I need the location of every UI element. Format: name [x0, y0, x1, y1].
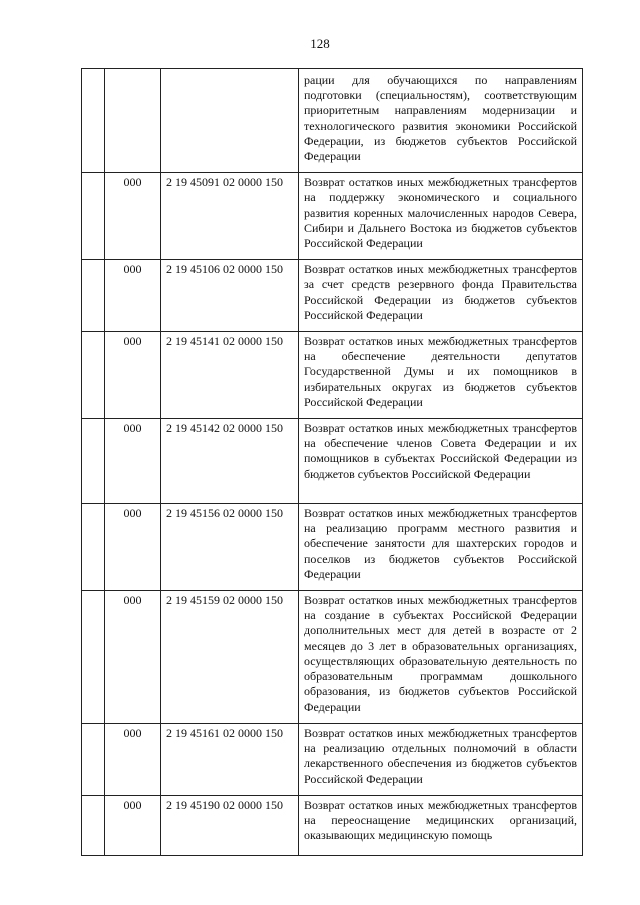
description-text: Возврат остатков иных межбюджетных трансфертов на поддержку экономического и социального развития коренных малочисленных народов Севера, Сибири и Дальнего Востока из бюджетов субъектов Российской Федерации	[304, 175, 577, 251]
empty-cell	[82, 260, 105, 332]
empty-cell	[82, 419, 105, 504]
description-cell	[299, 795, 583, 855]
table-row	[82, 591, 583, 724]
empty-cell	[82, 332, 105, 419]
table-row	[82, 504, 583, 591]
admin-code-cell: 000	[105, 724, 161, 796]
description-text: Возврат остатков иных межбюджетных трансфертов на обеспечение деятельности депутатов Государственной Думы и их помощников в избирательных округах из бюджетов субъектов Российской Федерации	[304, 334, 577, 409]
budget-code-cell: 2 19 45156 02 0000 150	[161, 504, 299, 591]
admin-code-cell: 000	[105, 260, 161, 332]
table-row	[82, 419, 583, 504]
description-cell	[299, 504, 583, 591]
admin-code-cell: 000	[105, 419, 161, 504]
budget-code-cell: 2 19 45142 02 0000 150	[161, 419, 299, 504]
budget-code-cell: 2 19 45161 02 0000 150	[161, 724, 299, 796]
table-row	[82, 69, 583, 173]
description-cell	[299, 724, 583, 796]
budget-code-cell: 2 19 45141 02 0000 150	[161, 332, 299, 419]
admin-code-cell: 000	[105, 173, 161, 260]
budget-code-cell: 2 19 45159 02 0000 150	[161, 591, 299, 724]
description-cell	[299, 332, 583, 419]
budget-code-cell: 2 19 45106 02 0000 150	[161, 260, 299, 332]
description-text: Возврат остатков иных межбюджетных трансфертов на обеспечение членов Совета Федерации и их помощников в субъектах Российской Федерации из бюджетов субъектов Российской Федерации	[304, 421, 577, 481]
budget-codes-table	[81, 68, 583, 856]
description-cell	[299, 419, 583, 504]
description-cell	[299, 260, 583, 332]
description-text: Возврат остатков иных межбюджетных трансфертов на реализацию программ местного развития и обеспечение занятости для шахтерских городов и поселков из бюджетов субъектов Российской Федерации	[304, 506, 577, 581]
page-number: 128	[310, 36, 330, 51]
table-row	[82, 724, 583, 796]
description-text: Возврат остатков иных межбюджетных трансфертов на реализацию отдельных полномочий в области лекарственного обеспечения из бюджетов субъектов Российской Федерации	[304, 726, 577, 786]
description-cell	[299, 173, 583, 260]
empty-cell	[82, 69, 105, 173]
description-cell	[299, 69, 583, 173]
description-text: Возврат остатков иных межбюджетных трансфертов на переоснащение медицинских организаций, оказывающих медицинскую помощь	[304, 797, 577, 843]
table-row	[82, 260, 583, 332]
budget-code-cell	[161, 69, 299, 173]
table-row	[82, 173, 583, 260]
empty-cell	[82, 504, 105, 591]
description-text: рации для обучающихся по направлениям подготовки (специальностям), соответствующим приоритетным направлениям модернизации и технологического развития экономики Российской Федерации, из бюджетов субъектов Российской Федерации	[304, 73, 577, 164]
description-text: Возврат остатков иных межбюджетных трансфертов за счет средств резервного фонда Правительства Российской Федерации из бюджетов субъектов Российской Федерации	[304, 262, 577, 322]
admin-code-cell: 000	[105, 332, 161, 419]
table-row	[82, 795, 583, 855]
empty-cell	[82, 591, 105, 724]
admin-code-cell: 000	[105, 795, 161, 855]
table-row	[82, 332, 583, 419]
admin-code-cell	[105, 69, 161, 173]
admin-code-cell: 000	[105, 504, 161, 591]
admin-code-cell: 000	[105, 591, 161, 724]
budget-code-cell: 2 19 45091 02 0000 150	[161, 173, 299, 260]
description-text: Возврат остатков иных межбюджетных трансфертов на создание в субъектах Российской Федерации дополнительных мест для детей в возрасте от 2 месяцев до 3 лет в образовательных организациях, осуществляющих образовательную деятельность по образовательным программам дошкольного образования, из бюджетов субъектов Российской Федерации	[304, 593, 577, 714]
empty-cell	[82, 173, 105, 260]
empty-cell	[82, 795, 105, 855]
empty-cell	[82, 724, 105, 796]
budget-code-cell: 2 19 45190 02 0000 150	[161, 795, 299, 855]
description-cell	[299, 591, 583, 724]
